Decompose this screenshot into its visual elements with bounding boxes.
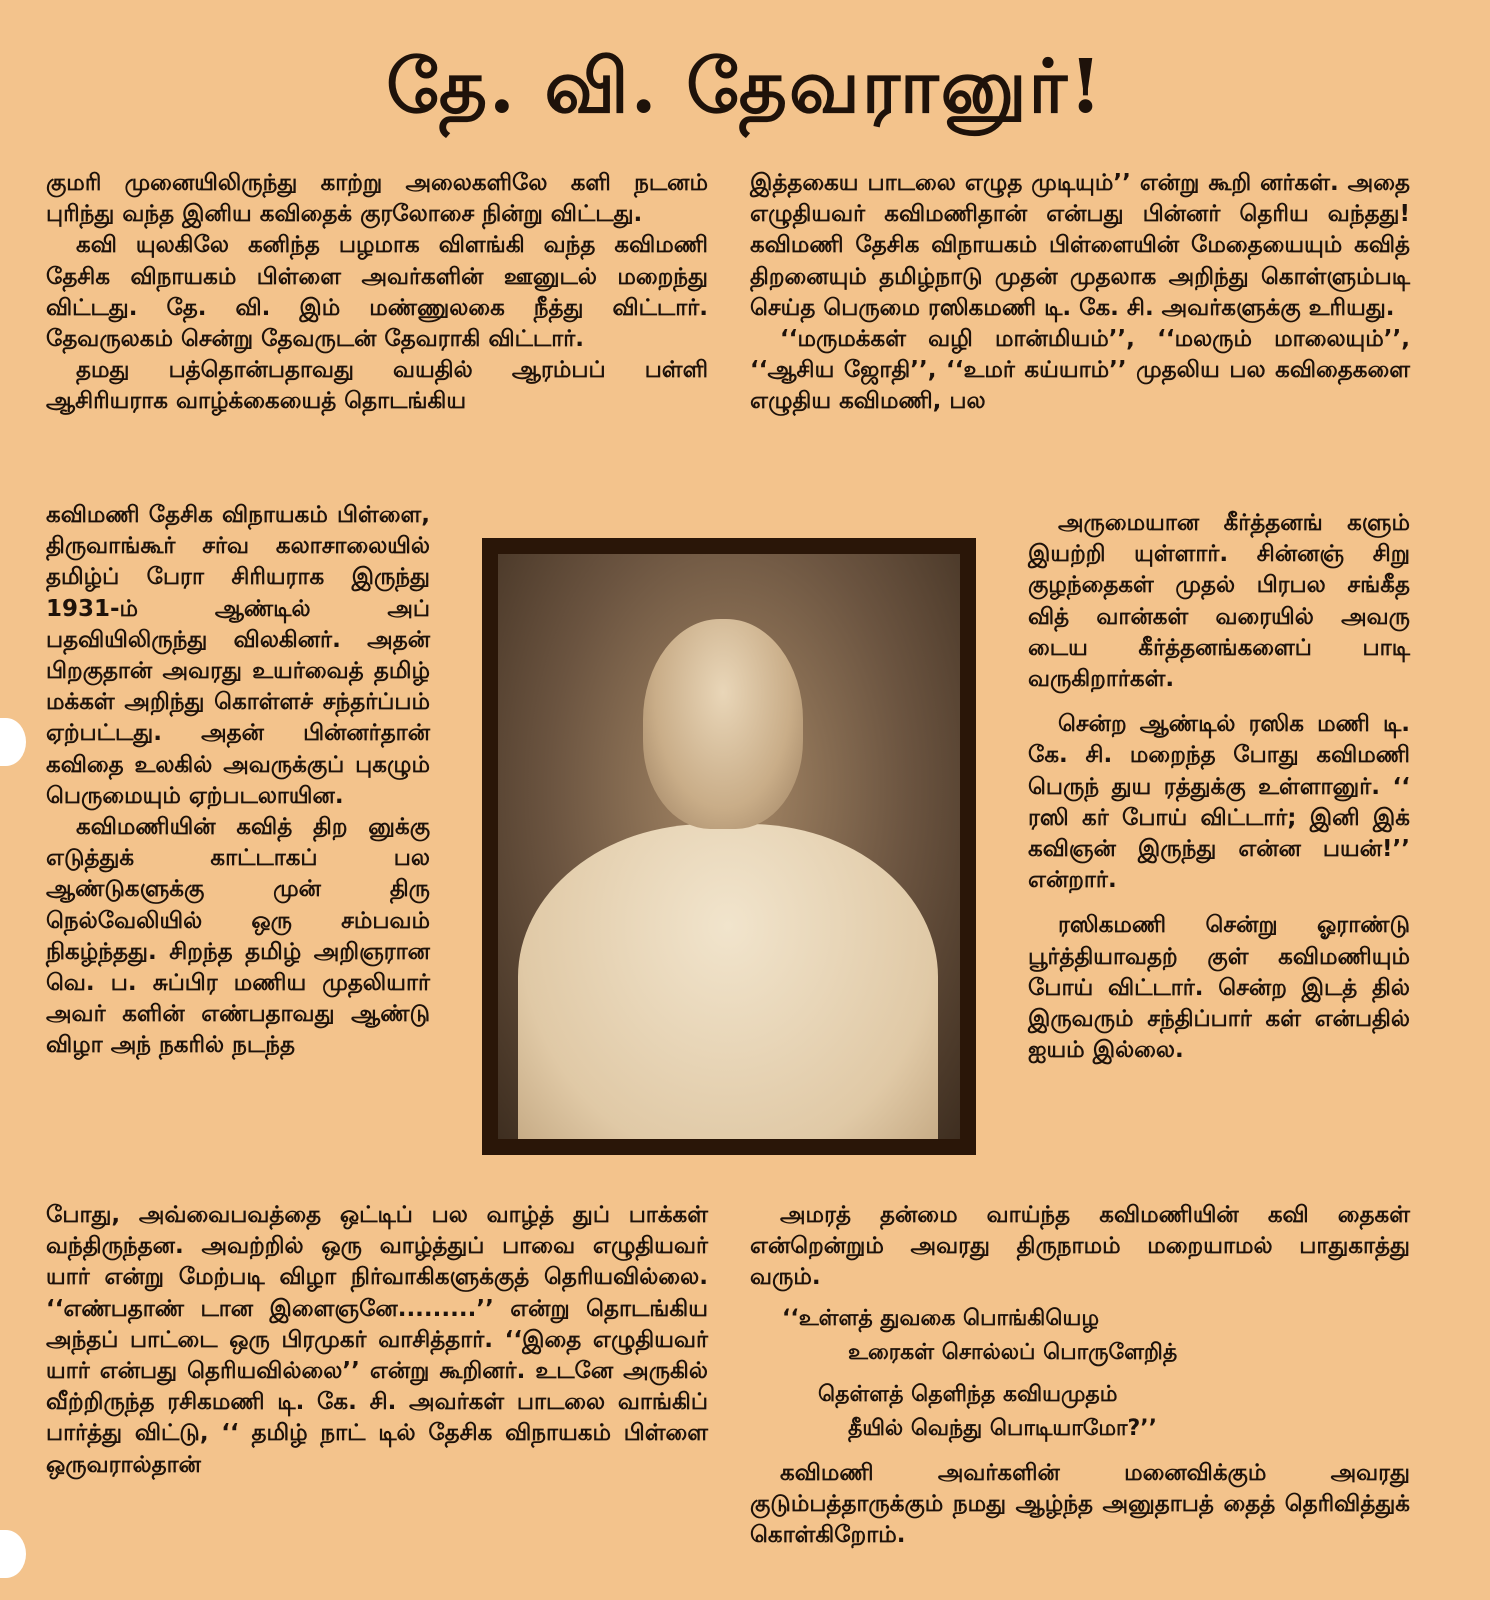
verse-line: ‘‘உள்ளத் துவகை பொங்கியெழ (782, 1306, 1100, 1331)
paragraph: அருமையான கீர்த்தனங் களும் இயற்றி யுள்ளார். சின்னஞ் சிறு குழந்தைகள் முதல் பிரபல சங்கீத வித் வான்கள் வரையில் அவரு டைய கீர்த்தனங்களைப் பாடி வருகிறார்கள். (1028, 510, 1410, 693)
verse-line: உரைகள் சொல்லப் பொருளேறித் (848, 1340, 1178, 1365)
right-column-bottom (750, 1200, 1410, 1294)
paragraph: கவிமணியின் கவித் திற னுக்கு எடுத்துக் காட்டாகப் பல ஆண்டுகளுக்கு முன் திரு நெல்வேலியில் ஒரு சம்பவம் நிகழ்ந்தது. சிறந்த தமிழ் அறிஞரான வெ. ப. சுப்பிர மணிய முதலியார் அவர் களின் எண்பதாவது ஆண்டு விழா அந் நகரில் நடந்த (46, 814, 430, 1059)
paragraph: இத்தகைய பாடலை எழுத முடியும்’’ என்று கூறி னர்கள். அதை எழுதியவர் கவிமணிதான் என்பது பின்னர் தெரிய வந்தது! கவிமணி தேசிக விநாயகம் பிள்ளையின் மேதையையும் கவித் திறனையும் தமிழ்நாடு முதன் முதலாக அறிந்து கொள்ளும்படி செய்த பெருமை ரஸிகமணி டி. கே. சி. அவர்களுக்கு உரியது. (750, 170, 1410, 321)
left-column-top (46, 168, 708, 418)
left-column-bottom (46, 1200, 708, 1481)
binder-hole (0, 718, 26, 766)
paragraph: கவிமணி அவர்களின் மனைவிக்கும் அவரது குடும்பத்தாருக்கும் நமது ஆழ்ந்த அனுதாபத் தைத் தெரிவித்துக் கொள்கிறோம். (750, 1460, 1410, 1549)
paragraph: ‘‘மருமக்கள் வழி மான்மியம்’’, ‘‘மலரும் மாலையும்’’, ‘‘ஆசிய ஜோதி’’, ‘‘உமர் கய்யாம்’’ முதலிய பல கவிதைகளை எழுதிய கவிமணி, பல (750, 326, 1410, 415)
closing-paragraph (750, 1458, 1410, 1552)
verse-line: தீயில் வெந்து பொடியாமோ?’’ (848, 1416, 1158, 1441)
verse-line: தெள்ளத் தெளிந்த கவியமுதம் (818, 1382, 1118, 1407)
paragraph: தமது பத்தொன்பதாவது வயதில் ஆரம்பப் பள்ளி ஆசிரியராக வாழ்க்கையைத் தொடங்கிய (46, 357, 708, 415)
portrait-photo-frame (482, 538, 976, 1155)
paragraph: ரஸிகமணி சென்று ஓராண்டு பூர்த்தியாவதற் குள் கவிமணியும் போய் விட்டார். சென்ற இடத் தில் இருவரும் சந்திப்பார் கள் என்பதில் ஐயம் இல்லை. (1028, 912, 1410, 1064)
portrait-head (643, 619, 803, 829)
article-title: தே. வி. தேவரானுர்! (386, 44, 1104, 130)
paragraph: கவிமணி தேசிக விநாயகம் பிள்ளை, திருவாங்கூர் சர்வ கலாசாலையில் தமிழ்ப் பேரா சிரியராக இருந்து 1931-ம் ஆண்டில் அப் பதவியிலிருந்து விலகினர். அதன் பிறகுதான் அவரது உயர்வைத் தமிழ் மக்கள் அறிந்து கொள்ளச் சந்தர்ப்பம் ஏற்பட்டது. அதன் பின்னர்தான் கவிதை உலகில் அவருக்குப் புகழும் பெருமையும் ஏற்படலாயின. (46, 502, 430, 809)
paragraph: சென்ற ஆண்டில் ரஸிக மணி டி. கே. சி. மறைந்த போது கவிமணி பெருந் துய ரத்துக்கு உள்ளானுர். ‘‘ ரஸி கர் போய் விட்டார்; இனி இக் கவிஞன் இருந்து என்ன பயன்!’’ என்றார். (1028, 711, 1410, 894)
left-column-middle (46, 500, 430, 1062)
binder-hole (0, 1530, 26, 1578)
paragraph: அமரத் தன்மை வாய்ந்த கவிமணியின் கவி தைகள் என்றென்றும் அவரது திருநாமம் மறையாமல் பாதுகாத்து வரும். (750, 1202, 1410, 1291)
paragraph: போது, அவ்வைபவத்தை ஒட்டிப் பல வாழ்த் துப் பாக்கள் வந்திருந்தன. அவற்றில் ஒரு வாழ்த்துப் பாவை எழுதியவர் யார் என்று மேற்படி விழா நிர்வாகிகளுக்குத் தெரியவில்லை. ‘‘எண்பதாண் டான இளைஞனே.........’’ என்று தொடங்கிய அந்தப் பாட்டை ஒரு பிரமுகர் வாசித்தார். ‘‘இதை எழுதியவர் யார் என்பது தெரியவில்லை’’ என்று கூறினர். உடனே அருகில் வீற்றிருந்த ரசிகமணி டி. கே. சி. அவர்கள் பாடலை வாங்கிப் பார்த்து விட்டு, ‘‘ தமிழ் நாட் டில் தேசிக விநாயகம் பிள்ளை ஒருவரால்தான் (46, 1202, 708, 1478)
portrait-body (518, 824, 938, 1139)
right-column-top (750, 168, 1410, 418)
paragraph: கவி யுலகிலே கனிந்த பழமாக விளங்கி வந்த கவிமணி தேசிக விநாயகம் பிள்ளை அவர்களின் ஊனுடல் மறைந்து விட்டது. தே. வி. இம் மண்ணுலகை நீத்து விட்டார். தேவருலகம் சென்று தேவருடன் தேவராகி விட்டார். (46, 232, 708, 353)
portrait-photo (498, 554, 960, 1139)
paragraph: குமரி முனையிலிருந்து காற்று அலைகளிலே களி நடனம் புரிந்து வந்த இனிய கவிதைக் குரலோசை நின்று விட்டது. (46, 170, 708, 228)
right-column-middle (1028, 508, 1410, 1066)
